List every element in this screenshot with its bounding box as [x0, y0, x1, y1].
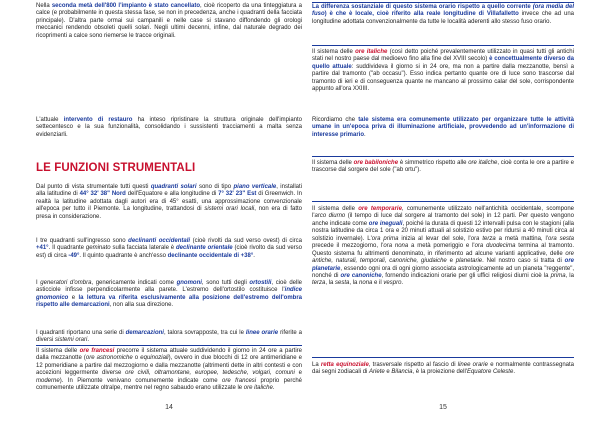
emphasis-text: sesta — [335, 280, 350, 287]
body-text: sulla facciata laterale è — [110, 245, 177, 252]
emphasis-text: planetarie — [455, 258, 483, 265]
emphasis-text: è concettualmente diverso da quello attuale — [312, 56, 574, 70]
paragraph-restoration-intervention — [36, 117, 302, 139]
emphasis-text: La differenza sostanziale di questo sistema orario rispetto a quello corrente — [312, 4, 531, 10]
body-text: . Il quadrante — [48, 245, 86, 252]
emphasis-text: piano verticale — [233, 184, 277, 190]
page-number-right: 15 — [439, 404, 447, 411]
emphasis-text: prima — [550, 272, 566, 279]
body-text: , cioè delle asticciole infisse perpendicolarmente alla parete. L'estremo dell'ortostilo costituisce l' — [36, 280, 303, 294]
body-text: a metà pomeriggio e l' — [408, 243, 475, 250]
body-text: Il sistema delle — [36, 348, 80, 354]
body-text: ha inteso ripristinare la struttura originale dell'impianto settecentesco e la sua funzionalità, consolidando i sussistenti tracciamenti a malta senza evidenziarli. — [36, 117, 302, 138]
divider — [36, 345, 302, 346]
body-text: Il sistema delle — [312, 49, 356, 55]
emphasis-text: ora prima — [371, 235, 399, 242]
body-text: . — [272, 385, 275, 392]
body-text: . — [513, 369, 515, 376]
emphasis-text: quadranti solari — [150, 184, 197, 190]
emphasis-text: equinoziali — [140, 355, 169, 362]
body-text: I tre quadranti sull'ingresso sono — [36, 238, 129, 244]
body-text: . — [87, 337, 90, 344]
page-number-left: 14 — [165, 404, 173, 411]
paragraph-dial-declination — [36, 238, 302, 260]
emphasis-text: indice gnomonico — [36, 287, 302, 301]
paragraph-italic-hours-usage — [312, 117, 574, 139]
paragraph-temporary-hours — [312, 206, 574, 288]
body-text: proprio perché comunemente utilizzate oltralpe, mentre nel regno sabaudo erano utilizzate le — [36, 377, 303, 392]
emphasis-text: Ariete — [369, 369, 385, 376]
emphasis-text: seconda metà dell'800 l'impianto è stato cancellato — [51, 3, 200, 9]
emphasis-text: moderne — [36, 377, 60, 384]
body-text: Nella — [36, 3, 52, 9]
body-text: e — [384, 369, 392, 376]
body-text: precede il mezzogiorno, l' — [312, 243, 384, 250]
emphasis-text: ) è che è locale, cioè riferito alla reale longitudine di Villafalletto — [324, 11, 519, 18]
emphasis-text: arco diurno — [314, 213, 346, 220]
paragraph-gnomon — [36, 280, 302, 310]
emphasis-text: -49° — [68, 252, 80, 259]
body-text: , fornendo indicazioni orarie per gli uffici religiosi diurni cioè la — [381, 272, 551, 279]
body-text: inizia al levar del sole, l' — [398, 235, 471, 242]
body-text: e — [68, 294, 79, 301]
emphasis-text: nona — [359, 280, 373, 287]
emphasis-text: (ora media del fuso — [312, 4, 574, 18]
body-text: ), ovvero in due blocchi di 12 ore antimeridiane e 12 pomeridiane a partire dal mezzogiorno e dalla mezzanotte (altrimenti dette in altri contesti e con accezioni leggermente diverse — [36, 355, 302, 377]
emphasis-text: ore temporarie — [358, 206, 402, 212]
body-text: Il sistema delle — [312, 160, 354, 166]
divider — [312, 2, 574, 3]
body-text: Ricordiamo che — [312, 117, 359, 123]
body-text: Il sistema delle — [312, 206, 359, 212]
emphasis-text: +41° — [36, 245, 49, 252]
paragraph-french-hours — [36, 348, 302, 393]
body-text: , poiché la durata di questi 12 intervalli pulsa con le stagioni (alla nostra latitudine da circa 1 ora e 20 minuti attuali al solstizio estivo per ridursi a 40 minuti circa al solstizio invernale). L' — [312, 220, 574, 242]
emphasis-text: retta equinoziale — [320, 362, 369, 368]
emphasis-text: 7° 32' 23" Est — [218, 191, 257, 198]
emphasis-text: intervento di restauro — [63, 117, 133, 123]
emphasis-text: ore francesi — [79, 348, 115, 354]
paragraph-restoration-history — [36, 3, 302, 40]
body-text: La — [312, 362, 321, 368]
emphasis-text: ore ineguali — [368, 220, 403, 227]
emphasis-text: ore italiche — [243, 385, 273, 392]
paragraph-italic-hours — [312, 49, 574, 94]
body-text: I — [36, 280, 41, 286]
divider — [312, 201, 574, 202]
emphasis-text: ore astronomiche — [85, 355, 133, 362]
body-text: sono di tipo — [196, 184, 234, 190]
paragraph-instrument-type — [36, 184, 302, 221]
emphasis-text: gnomoni — [176, 280, 202, 286]
emphasis-text: ore italiche — [355, 49, 388, 55]
body-text: e — [446, 258, 456, 265]
body-text: (cioè rivolti da sud verso ovest) di circa — [190, 238, 302, 244]
body-text: , installati alla latitudine di — [36, 184, 302, 198]
paragraph-equinoctial-line — [312, 362, 574, 377]
emphasis-text: vespro — [383, 280, 402, 287]
emphasis-text: ore babiloniche — [353, 160, 399, 166]
body-text: . — [401, 280, 404, 287]
divider — [312, 156, 574, 157]
paragraph-demarcations — [36, 330, 302, 345]
body-text: e — [294, 370, 302, 377]
body-text: , trasversale rispetto al fascio di — [368, 362, 458, 368]
body-text: , sono tutti degli — [201, 280, 250, 286]
emphasis-text: declinanti occidentali — [128, 238, 191, 244]
paragraph-local-time — [312, 4, 574, 26]
emphasis-text: geminato — [85, 245, 111, 252]
body-text: Dal punto di vista strumentale tutti questi — [36, 184, 151, 190]
emphasis-text: ore civili, oltramontane, europee, tedesche, volgari, comuni — [125, 370, 295, 377]
emphasis-text: tale sistema era comunemente utilizzato per organizzare tutte le attività umane in un'epoca priva di illuminazione artificiale, provvedendo ad un'informazione di interesse primario — [312, 117, 574, 138]
emphasis-text: sistemi orari locali — [204, 206, 255, 213]
emphasis-text: Equatore Celeste — [466, 369, 514, 376]
emphasis-text: ore francesi — [222, 377, 257, 384]
emphasis-text: linee orarie — [245, 330, 279, 336]
body-text: invece che ad una longitudine adottata convenzionalmente da tutte le località aderenti allo stesso fuso orario. — [312, 11, 574, 25]
body-text: è simmetrico rispetto alle — [398, 160, 469, 166]
body-text: e il — [372, 280, 384, 287]
body-text: dell'Equatore e alla longitudine di — [125, 191, 219, 198]
body-text: (così detto poiché prevalentemente utilizzato in quasi tutti gli antichi stati nel nostro paese dal medioevo fino alla fine del XVIII secolo) — [312, 49, 574, 63]
section-title: LE FUNZIONI STRUMENTALI — [36, 162, 196, 174]
body-text: di Greenwich. In realtà la latitudine adottata dagli autori era di 45° esatti, una approssimazione convenzionale all'epoca per tutto il Piemonte. La longitudine, trattandosi di — [36, 191, 302, 213]
body-text: , la — [325, 280, 336, 287]
body-text: . Nel nostro caso si tratta di — [482, 258, 565, 265]
emphasis-text: declinante orientale — [176, 245, 233, 252]
body-text: , cioè ricoperto da una tinteggiatura a calce (e probabilmente in questa stessa fase, se non in precedenza, anche i quadranti della facciata principale). D'altra parte ormai sui campanili e nelle case si stavano diffondendo gli orologi meccanici rendendo obsoleti quelli solari. Negli ultimi decenni, infine, dal naturale degrado dei ricoprimenti a calce sono riemerse le tracce originali. — [36, 3, 302, 39]
body-text: , non era di fatto presa in considerazione. — [36, 206, 302, 220]
emphasis-text: ortostili — [249, 280, 272, 286]
body-text: , cioè conta le ore a partire e trascorse dal sorgere del sole ("ab ortu"). — [312, 160, 574, 174]
emphasis-text: Bilancia — [391, 369, 413, 376]
body-text: : suddivideva il giorno si in 24 ore, ma non a partire dalla mezzanotte, bensì a partire dal tramonto ("ab occasu"). Esso indica pertanto quante ore di luce sono trascorse dal tramonto di ieri e di conseguenza quante ne mancano al prossimo calar del sole, corrispondente appunto all'ora XXIIII. — [312, 63, 575, 93]
emphasis-text: la lettura va riferita esclusivamente alla posizione dell'estremo dell'ombra rispetto alle demarcazioni — [36, 294, 302, 309]
body-text: , genericamente indicati come — [91, 280, 177, 286]
body-text: , comunemente utilizzato nell'antichità occidentale, scompone l' — [312, 206, 575, 220]
body-text: ). In Piemonte venivano comunemente indicate come — [59, 377, 223, 384]
emphasis-text: ora nona — [383, 243, 409, 250]
body-text: . — [253, 252, 255, 259]
body-text: , essendo ogni ora di ogni giorno associata astrologicamente ad un pianeta "reggente", nonché di — [312, 265, 574, 279]
emphasis-text: demarcazioni — [125, 330, 164, 336]
divider — [312, 357, 574, 358]
right-page — [312, 0, 574, 425]
body-text: a metà mattina, l' — [495, 235, 549, 242]
body-text: . — [364, 131, 366, 138]
body-text: (il tempo di luce dal sorgere al tramonto del sole) in 12 parti. Per questo vengono anche indicate come — [312, 213, 574, 227]
body-text: riferite a diversi — [36, 330, 303, 344]
left-page — [36, 0, 302, 425]
emphasis-text: 44° 32' 38" Nord — [79, 191, 126, 198]
emphasis-text: terza — [312, 280, 326, 287]
body-text: e normalmente contrassegnata dai segni zodiacali di — [312, 362, 574, 376]
body-text: (cioè rivolto da sud verso est) di circa — [36, 245, 302, 259]
emphasis-text: ora terza — [470, 235, 496, 242]
body-text: , non alla sua direzione. — [109, 302, 174, 309]
emphasis-text: ore antiche, naturali, temporali, canoniche, giudaiche — [312, 250, 574, 265]
divider — [312, 45, 574, 46]
body-text: , talora sovrapposte, tra cui le — [163, 330, 246, 336]
body-text: , la — [565, 272, 574, 279]
emphasis-text: ore planetarie — [312, 258, 574, 272]
emphasis-text: generatori d'ombra — [40, 280, 92, 286]
emphasis-text: ora duodecima — [474, 243, 516, 250]
body-text: termina al tramonto. Questo sistema fu altrimenti denominato, in riferimento ad alcune varianti applicative, delle — [312, 243, 574, 257]
body-text: I quadranti riportano una serie di — [36, 330, 126, 336]
emphasis-text: ore italiche — [468, 160, 498, 166]
body-text: , la — [349, 280, 360, 287]
emphasis-text: sistemi orari — [55, 337, 88, 344]
emphasis-text: ore canoniche — [340, 272, 382, 279]
body-text: . Il quinto quadrante è anch'esso — [79, 252, 168, 259]
emphasis-text: declinante occidentale di +38° — [167, 252, 254, 259]
body-text: L'attuale — [36, 117, 64, 123]
emphasis-text: linee orarie — [457, 362, 488, 368]
body-text: precorre il sistema attuale suddividendo il giorno in 24 ore a partire dalla mezzanotte ( — [36, 348, 302, 362]
emphasis-text: ora sesta — [548, 235, 575, 242]
body-text: , è la proiezione dell' — [412, 369, 467, 376]
body-text: o — [132, 355, 141, 362]
paragraph-babylonian-hours — [312, 160, 574, 175]
